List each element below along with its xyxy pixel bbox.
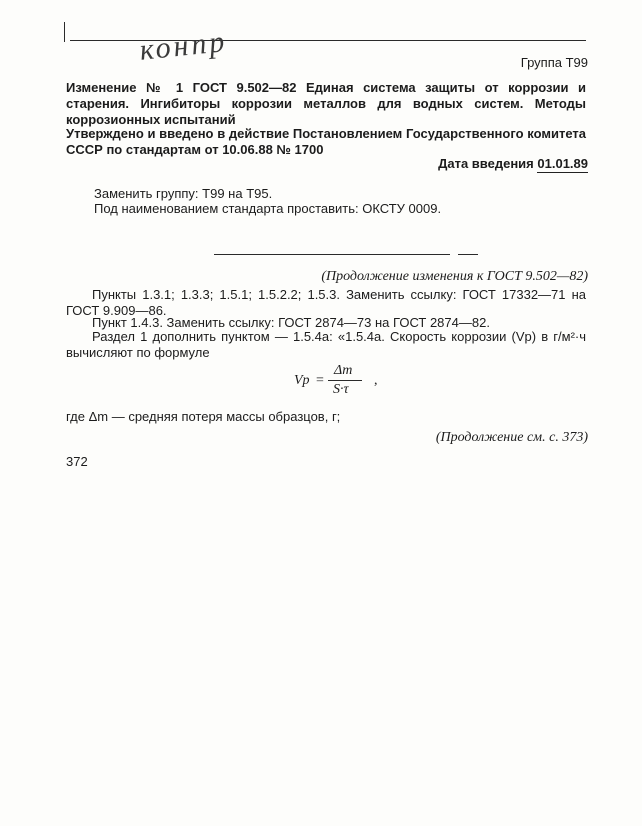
- effective-date-value: 01.01.89: [537, 156, 588, 171]
- margin-mark: [64, 22, 65, 42]
- paragraph-item-143: Пункт 1.4.3. Заменить ссылку: ГОСТ 2874—73 на ГОСТ 2874—82.: [92, 315, 490, 330]
- group-label: Группа Т99: [520, 55, 588, 70]
- separator-stroke: [458, 254, 478, 255]
- approval-text: Утверждено и введено в действие Постановлением Государственного комитета СССР по стандартам от 10.06.88 № 1700: [66, 126, 586, 157]
- page-number: 372: [66, 454, 88, 469]
- standard-name-instruction: Под наименованием стандарта проставить: ОКСТУ 0009.: [94, 201, 442, 216]
- formula-fraction-bar: [328, 380, 362, 381]
- handwritten-note: конпр: [138, 24, 229, 67]
- paragraph-references: Пункты 1.3.1; 1.3.3; 1.5.1; 1.5.2.2; 1.5.3. Заменить ссылку: ГОСТ 17332—71 на ГОСТ 9.909—86.: [66, 287, 586, 318]
- formula-equals: =: [316, 373, 324, 388]
- paragraph-section-1: Раздел 1 дополнить пунктом — 1.5.4а: «1.5.4а. Скорость коррозии (Vp) в г/м²·ч вычисляют по формуле: [66, 329, 586, 360]
- effective-date-label: Дата введения: [438, 156, 534, 171]
- replace-group-instruction: Заменить группу: Т99 на Т95.: [94, 186, 273, 201]
- continuation-heading: (Продолжение изменения к ГОСТ 9.502—82): [321, 269, 588, 284]
- formula-lhs: Vp: [294, 373, 310, 388]
- formula-comma: ,: [374, 373, 378, 388]
- formula-denominator: S·τ: [333, 382, 349, 397]
- effective-date: [438, 156, 588, 171]
- change-title: Изменение № 1 ГОСТ 9.502—82 Единая система защиты от коррозии и старения. Ингибиторы коррозии металлов для водных систем. Методы коррозионных испытаний: [66, 80, 586, 127]
- variable-definition: где Δm — средняя потеря массы образцов, г;: [66, 409, 341, 424]
- section-separator: [214, 254, 450, 255]
- continued-note: (Продолжение см. с. 373): [435, 430, 588, 445]
- formula-numerator: Δm: [334, 363, 353, 378]
